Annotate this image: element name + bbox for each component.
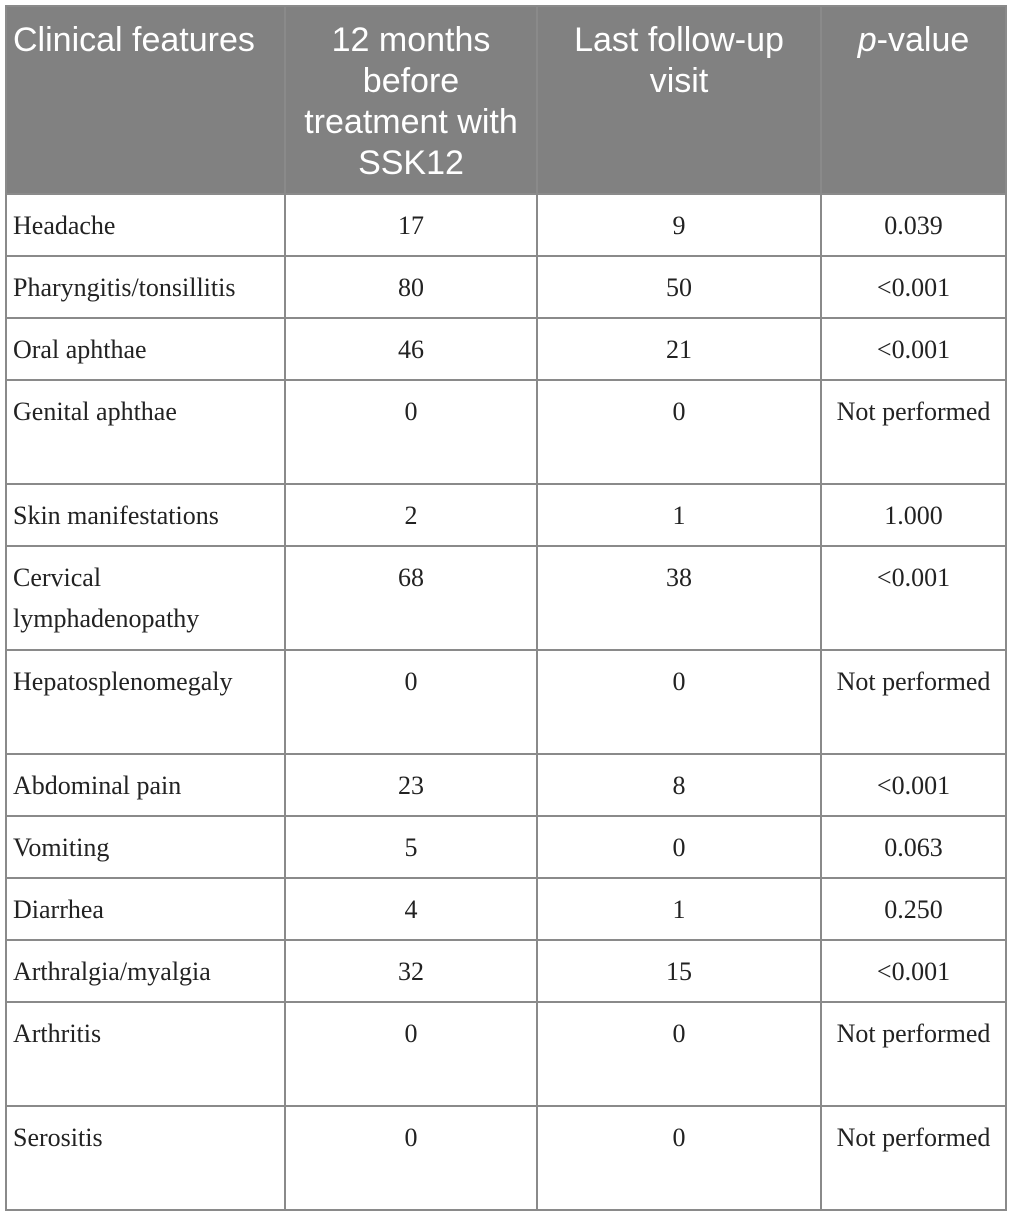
last-cell: 1 [537, 484, 821, 546]
table-row [6, 256, 1006, 318]
last-cell: 8 [537, 754, 821, 816]
p-value-cell: 0.039 [821, 194, 1006, 256]
p-value-cell: <0.001 [821, 940, 1006, 1002]
before-cell: 32 [285, 940, 537, 1002]
p-value-cell: Not performed [821, 380, 1006, 484]
before-cell: 4 [285, 878, 537, 940]
table-row [6, 194, 1006, 256]
feature-cell: Cervical lymphadenopathy [6, 546, 285, 650]
before-cell: 0 [285, 1002, 537, 1106]
header-row [6, 6, 1006, 194]
table-row [6, 546, 1006, 650]
before-cell: 0 [285, 1106, 537, 1210]
last-cell: 0 [537, 816, 821, 878]
last-cell: 0 [537, 650, 821, 754]
last-cell: 0 [537, 1002, 821, 1106]
before-cell: 46 [285, 318, 537, 380]
p-value-cell: <0.001 [821, 546, 1006, 650]
last-cell: 38 [537, 546, 821, 650]
header-p-value [821, 6, 1006, 194]
table-container [5, 5, 1005, 1211]
p-value-cell: <0.001 [821, 256, 1006, 318]
table-row [6, 878, 1006, 940]
before-cell: 0 [285, 380, 537, 484]
last-cell: 15 [537, 940, 821, 1002]
table-row [6, 1106, 1006, 1210]
table-row [6, 380, 1006, 484]
feature-cell: Serositis [6, 1106, 285, 1210]
header-p-suffix: -value [876, 21, 970, 59]
header-12-months-before: 12 months before treatment with SSK12 [285, 6, 537, 194]
feature-cell: Headache [6, 194, 285, 256]
feature-cell: Arthritis [6, 1002, 285, 1106]
last-cell: 21 [537, 318, 821, 380]
p-value-cell: Not performed [821, 650, 1006, 754]
header-clinical-features: Clinical features [6, 6, 285, 194]
feature-cell: Vomiting [6, 816, 285, 878]
before-cell: 80 [285, 256, 537, 318]
table-row [6, 484, 1006, 546]
p-value-cell: Not performed [821, 1106, 1006, 1210]
feature-cell: Oral aphthae [6, 318, 285, 380]
before-cell: 5 [285, 816, 537, 878]
feature-cell: Genital aphthae [6, 380, 285, 484]
before-cell: 23 [285, 754, 537, 816]
table-row [6, 650, 1006, 754]
feature-cell: Arthralgia/myalgia [6, 940, 285, 1002]
p-value-cell: Not performed [821, 1002, 1006, 1106]
last-cell: 9 [537, 194, 821, 256]
last-cell: 0 [537, 380, 821, 484]
clinical-features-table [5, 5, 1007, 1211]
p-value-cell: <0.001 [821, 754, 1006, 816]
feature-cell: Diarrhea [6, 878, 285, 940]
p-value-cell: <0.001 [821, 318, 1006, 380]
p-value-cell: 0.250 [821, 878, 1006, 940]
before-cell: 0 [285, 650, 537, 754]
last-cell: 0 [537, 1106, 821, 1210]
table-row [6, 318, 1006, 380]
table-row [6, 754, 1006, 816]
header-last-follow-up: Last follow-up visit [537, 6, 821, 194]
feature-cell: Pharyngitis/tonsillitis [6, 256, 285, 318]
feature-cell: Skin manifestations [6, 484, 285, 546]
table-row [6, 816, 1006, 878]
header-p-letter: p [857, 21, 877, 59]
last-cell: 50 [537, 256, 821, 318]
feature-cell: Abdominal pain [6, 754, 285, 816]
last-cell: 1 [537, 878, 821, 940]
feature-cell: Hepatosplenomegaly [6, 650, 285, 754]
p-value-cell: 1.000 [821, 484, 1006, 546]
p-value-cell: 0.063 [821, 816, 1006, 878]
table-row [6, 1002, 1006, 1106]
before-cell: 17 [285, 194, 537, 256]
table-row [6, 940, 1006, 1002]
before-cell: 68 [285, 546, 537, 650]
before-cell: 2 [285, 484, 537, 546]
